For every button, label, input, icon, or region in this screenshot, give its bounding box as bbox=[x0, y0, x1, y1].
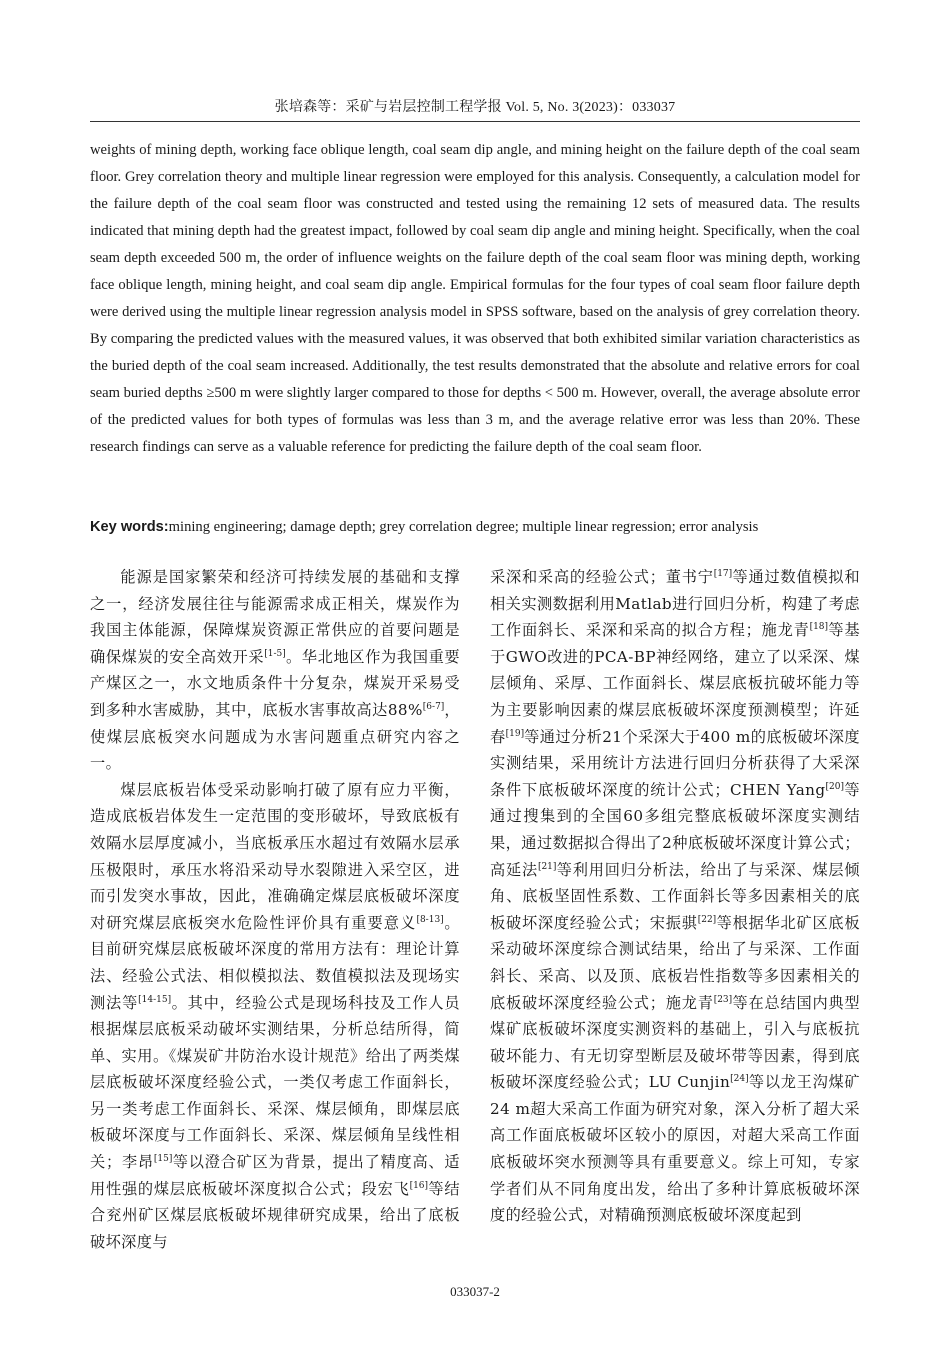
text-run: 等在总结国内典型煤矿底板破坏深度实测资料的基础上，引入与底板抗破坏能力、有无切穿型断层及破坏带等因素，得到底板破坏深度经验公式；LU Cunjin bbox=[490, 993, 860, 1092]
citation-ref: [1-5] bbox=[264, 648, 286, 659]
page-number: 033037-2 bbox=[450, 1284, 500, 1299]
body-paragraph-2 bbox=[90, 777, 460, 1256]
right-column bbox=[490, 564, 860, 1229]
citation-ref: [19] bbox=[505, 728, 525, 739]
citation-ref: [24] bbox=[730, 1074, 749, 1085]
header-rule bbox=[90, 121, 860, 122]
text-run: 等基于GWO改进的PCA-BP神经网络，建立了以采深、煤层倾角、采厚、工作面斜长、煤层底板抗破坏能力等为主要影响因素的煤层底板破坏深度预测模型；许延春 bbox=[490, 621, 861, 746]
text-run: 。目前研究煤层底板破坏深度的常用方法有：理论计算法、经验公式法、相似模拟法、数值模拟法及现场实测法等 bbox=[90, 913, 461, 1012]
keywords-line bbox=[90, 514, 880, 541]
citation-ref: [16] bbox=[409, 1180, 429, 1191]
text-run: 。其中，经验公式是现场科技及工作人员根据煤层底板采动破坏实测结果，分析总结所得，简单、实用。《煤炭矿井防治水设计规范》给出了两类煤层底板破坏深度经验公式，一类仅考虑工作面斜长，另一类考虑工作面斜长、采深、煤层倾角，即煤层底板破坏深度与工作面斜长、采深、煤层倾角呈线性相关；李昂 bbox=[90, 993, 461, 1172]
text-run: 等通过分析21个采深大于400 m的底板破坏深度实测结果，采用统计方法进行回归分析获得了大采深条件下底板破坏深度的统计公式；CHEN Yang bbox=[490, 727, 860, 799]
text-run: 等以澄合矿区为背景，提出了精度高、适用性强的煤层底板破坏深度拟合公式；段宏飞 bbox=[90, 1153, 460, 1198]
text-run: 等通过数值模拟和相关实测数据利用Matlab进行回归分析，构建了考虑工作面斜长、采深和采高的拟合方程；施龙青 bbox=[490, 568, 860, 640]
text-run: 等结合兖州矿区煤层底板破坏规律研究成果，给出了底板破坏深度与 bbox=[90, 1179, 461, 1251]
text-run: 等通过搜集到的全国60多组完整底板破坏深度实测结果，通过数据拟合得出了2种底板破坏深度计算公式；高延法 bbox=[490, 780, 860, 879]
body-paragraph-continued bbox=[490, 564, 860, 1229]
keywords-text: mining engineering; damage depth; grey correlation degree; multiple linear regression; error analysis bbox=[168, 519, 759, 535]
citation-ref: [8-13] bbox=[416, 914, 444, 925]
text-run: 等根据华北矿区底板采动破坏深度综合测试结果，给出了与采深、工作面斜长、采高、以及顶、底板岩性指数等多因素相关的底板破坏深度经验公式；施龙青 bbox=[490, 913, 860, 1012]
citation-ref: [23] bbox=[713, 994, 733, 1005]
text-run: 等利用回归分析法，给出了与采深、煤层倾角、底板坚固性系数、工作面斜长等多因素相关的底板破坏深度经验公式；宋振骐 bbox=[490, 860, 860, 932]
text-run: 能源是国家繁荣和经济可持续发展的基础和支撑之一，经济发展往往与能源需求成正相关，煤炭作为我国主体能源，保障煤炭资源正常供应的首要问题是确保煤炭的安全高效开采 bbox=[90, 568, 460, 666]
citation-ref: [15] bbox=[153, 1154, 173, 1165]
citation-ref: [17] bbox=[713, 569, 733, 579]
text-run: 等以龙王沟煤矿24 m超大采高工作面为研究对象，深入分析了超大采高工作面底板破坏区较小的原因，对超大采高工作面底板破坏突水预测等具有重要意义。综上可知，专家学者们从不同角度出发，给出了多种计算底板破坏深度的经验公式，对精确预测底板破坏深度起到 bbox=[490, 1073, 860, 1225]
text-run: ，使煤层底板突水问题成为水害问题重点研究内容之一。 bbox=[90, 700, 460, 773]
running-head: 张培森等：采矿与岩层控制工程学报 Vol. 5, No. 3(2023)：033037 bbox=[274, 100, 676, 115]
body-paragraph-1 bbox=[90, 564, 460, 777]
citation-ref: [21] bbox=[537, 861, 557, 872]
citation-ref: [22] bbox=[697, 914, 717, 925]
citation-ref: [20] bbox=[825, 781, 844, 792]
text-run: 采深和采高的经验公式；董书宁 bbox=[490, 568, 714, 586]
citation-ref: [18] bbox=[809, 622, 829, 633]
text-run: 煤层底板岩体受采动影响打破了原有应力平衡，造成底板岩体发生一定范围的变形破坏，导致底板有效隔水层厚度减小，当底板承压水超过有效隔水层承压极限时，承压水将沿采动导水裂隙进入采空区，进而引发突水事故，因此，准确确定煤层底板破坏深度对研究煤层底板突水危险性评价具有重要意义 bbox=[90, 780, 460, 932]
english-abstract: weights of mining depth, working face oblique length, coal seam dip angle, and mining height on the failure depth of the coal seam floor. Grey correlation theory and multiple linear regression were employed for this analysis. Consequently, a calculation model for the failure depth of the coal seam floor was constructed and tested using the remaining 12 sets of measured data. The results indicated that mining depth had the greatest impact, followed by coal seam dip angle and mining height. Specifically, when the coal seam depth exceeded 500 m, the order of influence weights on the failure depth of the coal seam floor was mining depth, working face oblique length, mining height, and coal seam dip angle. Empirical formulas for the four types of coal seam floor failure depth were derived using the multiple linear regression analysis model in SPSS software, based on the analysis of grey correlation theory. By comparing the predicted values with the measured values, it was observed that both exhibited similar variation characteristics as the buried depth of the coal seam increased. Additionally, the test results demonstrated that the absolute and relative errors for coal seam buried depths ≥500 m were slightly larger compared to those for depths < 500 m. However, overall, the average absolute error of the predicted values for both types of formulas was less than 3 m, and the average relative error was less than 20%. These research findings can serve as a valuable reference for predicting the failure depth of the coal seam floor. bbox=[90, 142, 860, 455]
text-run: 。华北地区作为我国重要产煤区之一，水文地质条件十分复杂，煤炭开采易受到多种水害威胁，其中，底板水害事故高达88% bbox=[90, 647, 461, 719]
left-column bbox=[90, 564, 460, 1255]
keywords-label: Key words: bbox=[90, 519, 169, 535]
citation-ref: [14-15] bbox=[138, 994, 172, 1005]
citation-ref: [6-7] bbox=[422, 701, 445, 712]
